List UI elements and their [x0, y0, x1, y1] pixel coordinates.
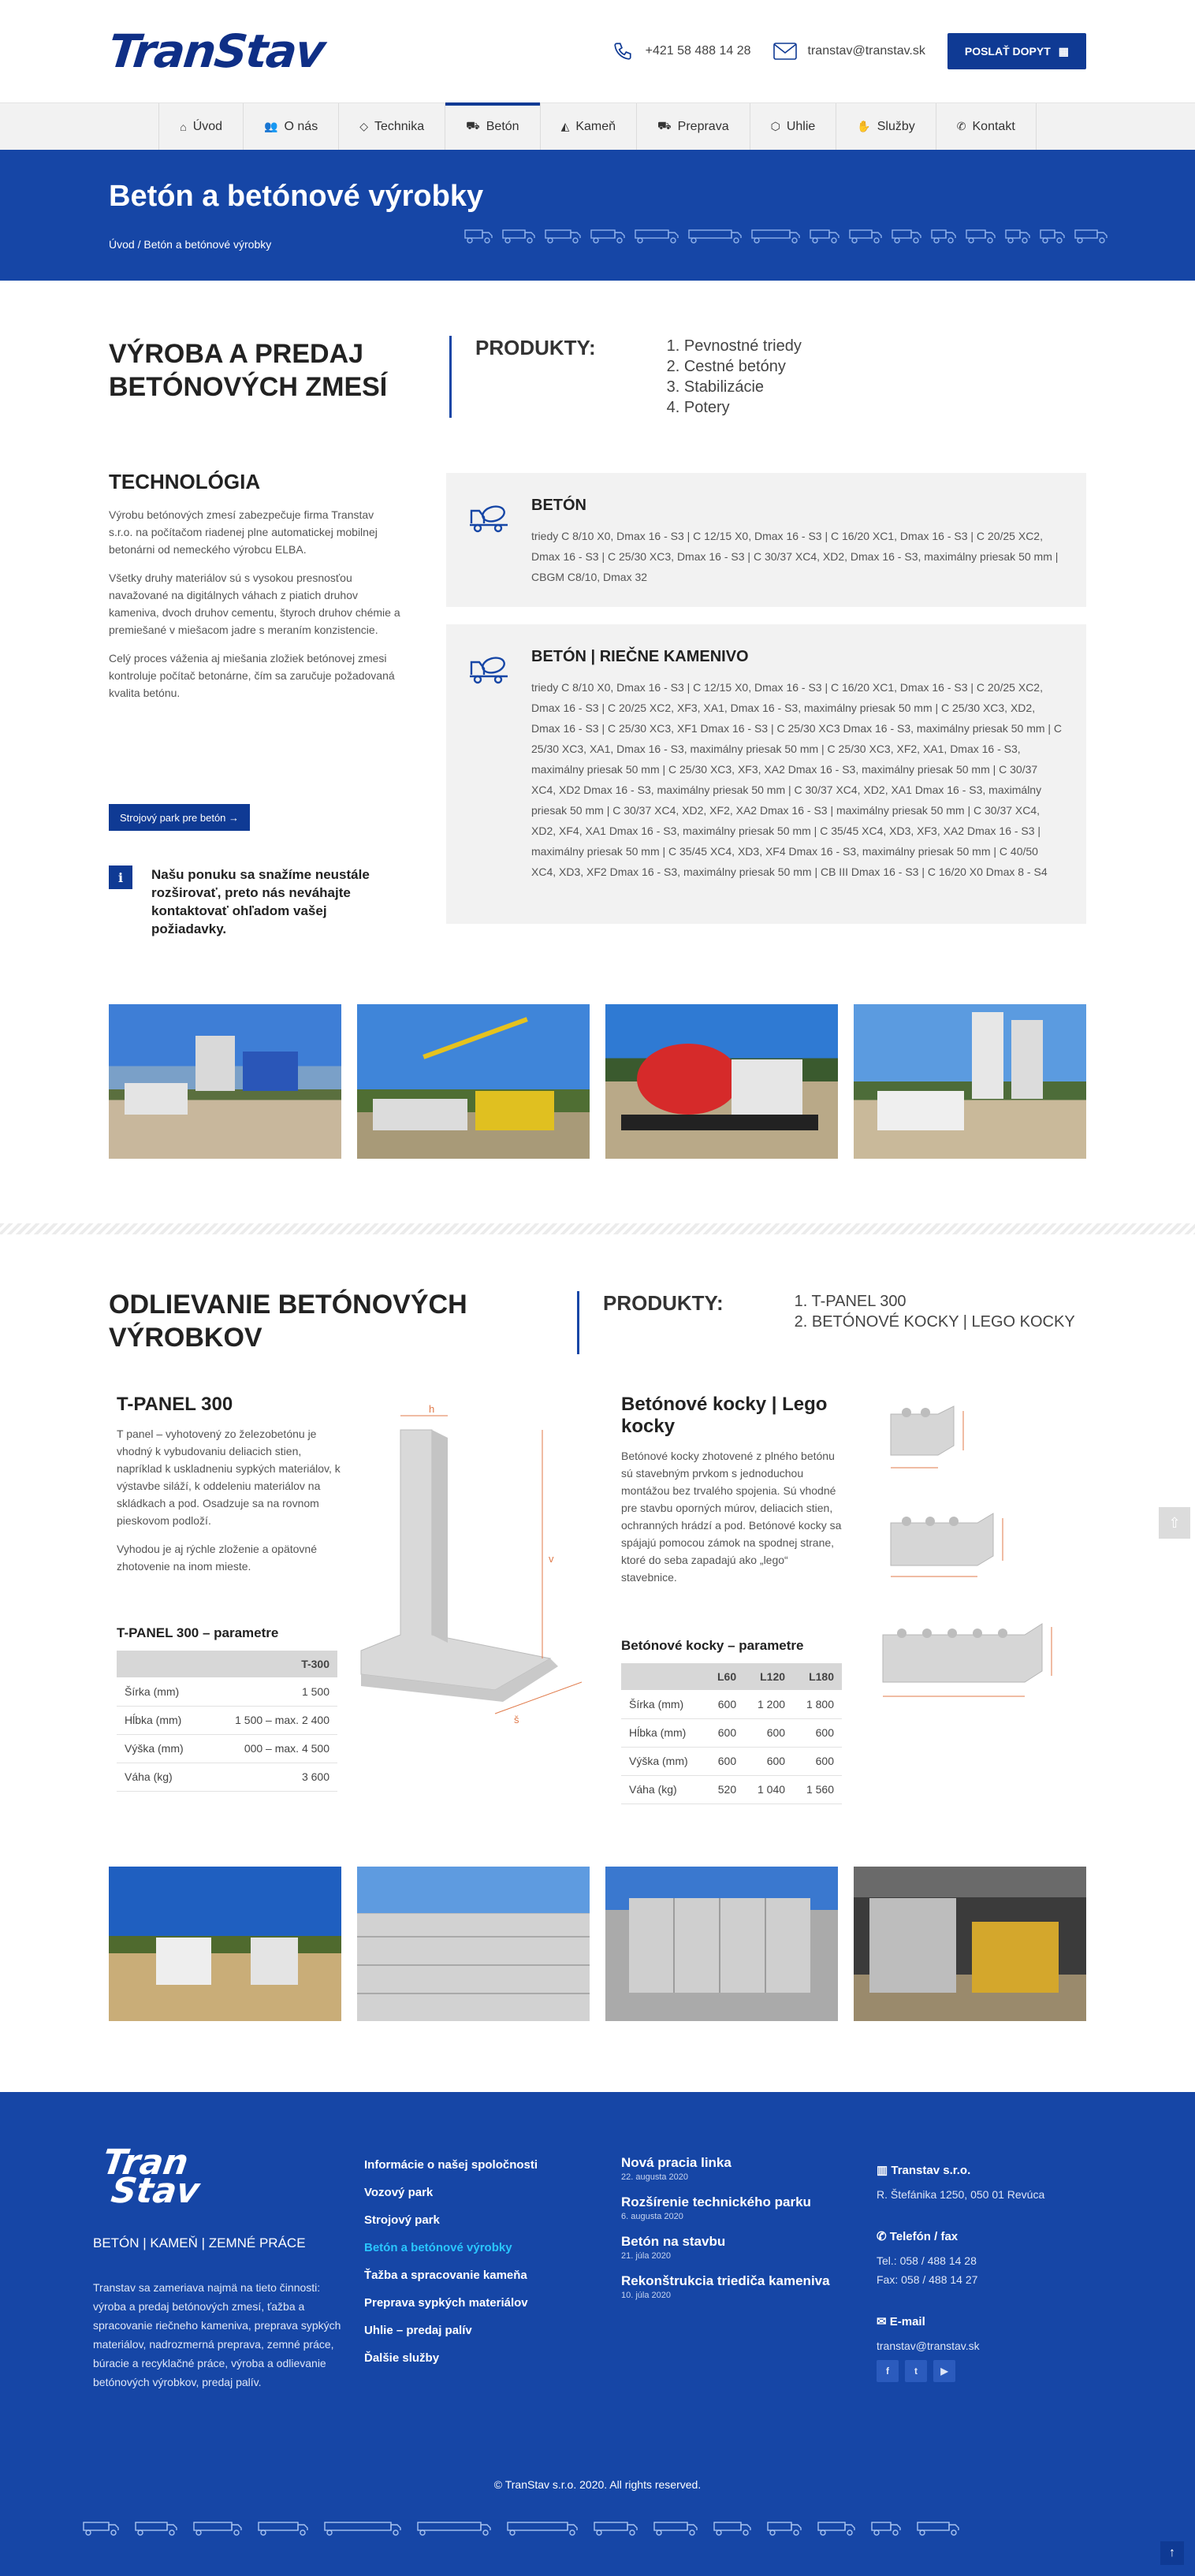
envelope-icon — [773, 39, 797, 63]
calculator-icon: ▦ — [1058, 44, 1069, 58]
truck-icon: ⛟ — [657, 119, 672, 132]
table-cell: Šírka (mm) — [621, 1690, 705, 1718]
table-row — [117, 1734, 337, 1763]
technology-text — [109, 506, 400, 713]
vehicle-icon — [544, 225, 582, 244]
table-row — [117, 1677, 337, 1706]
mixer-truck-icon — [468, 500, 509, 538]
page-hero — [0, 150, 1195, 281]
vehicle-icon — [323, 2518, 402, 2541]
tpanel-title: T-PANEL 300 — [117, 1394, 233, 1415]
technology-paragraph: Celý proces váženia aj miešania zložiek betónovej zmesi kontroluje počítač betonárne, čím sa zaručuje požadovaná kvalita betónu. — [109, 652, 395, 699]
gallery-photo-silos[interactable] — [854, 1004, 1086, 1159]
table-cell: 600 — [793, 1718, 842, 1747]
footer-email-title — [877, 2313, 1081, 2332]
social-links — [877, 2360, 1081, 2382]
vehicle-icon — [593, 2518, 638, 2541]
gallery-photo-pump[interactable] — [357, 1004, 590, 1159]
news-date: 22. augusta 2020 — [621, 2172, 689, 2182]
table-cell: 600 — [705, 1747, 745, 1775]
table-cell: 1 500 — [206, 1677, 337, 1706]
nav-item-3[interactable] — [445, 103, 539, 150]
news-title: Rekonštrukcia triedičа kameniva — [621, 2273, 830, 2288]
gallery-photo-mixer-truck[interactable] — [605, 1004, 838, 1159]
vehicle-icon — [817, 2518, 856, 2541]
vehicle-icons-strip — [463, 225, 1108, 244]
footer-link[interactable]: Betón a betónové výrobky — [364, 2241, 512, 2254]
vehicle-icon — [848, 225, 883, 244]
truck-icon: ⛟ — [466, 119, 480, 132]
footer-tagline: BETÓN | KAMEŇ | ZEMNÉ PRÁCE — [93, 2235, 306, 2250]
product-item[interactable]: 2. Cestné betóny — [666, 358, 786, 375]
nav-item-label: Úvod — [192, 119, 223, 133]
phone-icon: ✆ — [956, 120, 966, 132]
table-cell: Váha (kg) — [621, 1775, 705, 1804]
news-date: 6. augusta 2020 — [621, 2212, 683, 2221]
home-icon: ⌂ — [180, 120, 187, 133]
nav-item-label: Preprava — [677, 119, 729, 133]
blocks-diagram — [875, 1398, 1072, 1733]
phone-icon: ✆ — [877, 2230, 887, 2243]
vehicle-icon — [965, 225, 996, 244]
vehicle-icon — [766, 2518, 802, 2541]
gallery-photo-block-wall[interactable] — [357, 1867, 590, 2021]
blocks-params-title: Betónové kocky – parametre — [621, 1638, 804, 1653]
table-cell: 600 — [744, 1747, 793, 1775]
nav-item-label: Kameň — [575, 119, 616, 133]
section-title-casting: ODLIEVANIE BETÓNOVÝCH VÝROBKOV — [109, 1290, 467, 1353]
products-box-2 — [577, 1291, 1075, 1354]
footer-tel[interactable]: Tel.: 058 / 488 14 28 — [877, 2254, 977, 2267]
technology-paragraph: Všetky druhy materiálov sú s vysokou presnosťou navažované na digitálnych váhach z piatich druhov kameniva, dvoch druhov cementu, štyroch druhov chémie a premiešané v miešacom jadre s meraním konzistencie. — [109, 571, 400, 636]
footer-email[interactable]: transtav@transtav.sk — [877, 2340, 980, 2352]
youtube-icon[interactable]: ▶ — [933, 2360, 955, 2382]
vehicle-icon — [1004, 225, 1031, 244]
footer-news — [621, 2155, 850, 2313]
vehicle-icon — [634, 225, 679, 244]
technology-paragraph: Výrobu betónových zmesí zabezpečuje firma Transtav s.r.o. na počítačom riadenej plne automatickej mobilnej betonárni od nemeckého výrobcu ELBA. — [109, 508, 378, 556]
news-title: Nová pracia linka — [621, 2155, 732, 2170]
building-icon: ▥ — [877, 2164, 888, 2177]
vehicle-icon — [713, 2518, 752, 2541]
table-cell: 1 800 — [793, 1690, 842, 1718]
table-row — [117, 1763, 337, 1791]
header-email[interactable] — [773, 39, 925, 63]
footer-logo-line-1: Tran — [100, 2142, 192, 2183]
products-label: PRODUKTY: — [475, 336, 596, 359]
blocks-title: Betónové kocky | Lego kocky — [621, 1394, 828, 1437]
phone-icon — [611, 39, 635, 63]
card-title: BETÓN | RIEČNE KAMENIVO — [531, 648, 749, 665]
gallery-photo-storage[interactable] — [854, 1867, 1086, 2021]
section-title-production: VÝROBA A PREDAJ BETÓNOVÝCH ZMESÍ — [109, 339, 388, 402]
table-cell: 600 — [705, 1690, 745, 1718]
news-item[interactable] — [621, 2273, 850, 2300]
table-row — [621, 1747, 842, 1775]
table-cell: Výška (mm) — [621, 1747, 705, 1775]
vehicle-icon — [590, 225, 626, 244]
nav-item-label: Betón — [486, 119, 519, 133]
products-label: PRODUKTY: — [603, 1291, 724, 1315]
coal-icon: ⬡ — [770, 120, 780, 132]
vehicle-icon — [653, 2518, 698, 2541]
table-cell: 3 600 — [206, 1763, 337, 1791]
footer-vehicle-strip — [82, 2518, 960, 2541]
nav-item-label: Služby — [877, 119, 915, 133]
dim-label-v: v — [549, 1553, 554, 1565]
products-list — [795, 1291, 1075, 1354]
news-title: Rozšírenie technického parku — [621, 2194, 811, 2209]
news-item[interactable] — [621, 2155, 850, 2182]
facebook-icon[interactable]: f — [877, 2360, 899, 2382]
mixer-truck-icon — [468, 651, 509, 690]
table-cell: Šírka (mm) — [117, 1677, 206, 1706]
vehicle-icon — [506, 2518, 579, 2541]
envelope-icon: ✉ — [877, 2315, 887, 2328]
vehicle-icon — [750, 225, 801, 244]
nav-item-7[interactable] — [836, 103, 935, 150]
footer-link[interactable]: Vozový park — [364, 2186, 434, 2199]
footer-logo-line-2: Stav — [108, 2171, 203, 2211]
nav-item-label: Technika — [374, 119, 425, 133]
table-header: T-300 — [206, 1651, 337, 1677]
blocks-params-table — [621, 1663, 842, 1804]
nav-item-2[interactable] — [338, 103, 445, 150]
vehicle-icon — [916, 2518, 960, 2541]
table-row — [621, 1775, 842, 1804]
vehicle-icon — [82, 2518, 120, 2541]
news-date: 21. júla 2020 — [621, 2251, 671, 2261]
footer-link[interactable]: Uhlie – predaj palív — [364, 2324, 472, 2337]
scroll-top-button[interactable]: ↑ — [1160, 2541, 1184, 2565]
table-cell: 1 500 – max. 2 400 — [206, 1706, 337, 1734]
site-logo[interactable]: TranStav — [106, 24, 327, 78]
nav-item-5[interactable] — [636, 103, 750, 150]
nav-item-0[interactable] — [158, 103, 243, 150]
concrete-gallery — [109, 1004, 1086, 1159]
concrete-production-section — [0, 281, 1195, 1006]
vehicle-icon — [501, 225, 536, 244]
table-header — [621, 1663, 705, 1690]
card-title: BETÓN — [531, 497, 586, 514]
table-row — [621, 1718, 842, 1747]
footer-logo[interactable] — [97, 2142, 205, 2211]
table-cell: 1 200 — [744, 1690, 793, 1718]
gem-icon: ◇ — [359, 120, 368, 132]
vehicle-icon — [192, 2518, 243, 2541]
vehicle-icon — [416, 2518, 492, 2541]
table-cell: Hĺbka (mm) — [117, 1706, 206, 1734]
vehicle-icon — [870, 2518, 902, 2541]
hand-icon: ✋ — [857, 120, 871, 132]
phone-title-text: Telefón / fax — [889, 2230, 959, 2243]
nav-item-8[interactable] — [936, 103, 1037, 150]
news-date: 10. júla 2020 — [621, 2291, 671, 2300]
nav-item-label: Kontakt — [972, 119, 1015, 133]
technology-heading: TECHNOLÓGIA — [109, 470, 261, 493]
product-card-beton — [446, 473, 1086, 607]
card-text: triedy C 8/10 X0, Dmax 16 - S3 | C 12/15 X0, Dmax 16 - S3 | C 16/20 XC1, Dmax 16 - S3 | C 20/25 XC2, Dmax 16 - S3 | C 25/30 XC3, Dmax 16 - S3 | C 30/37 XC4, XD2, Dmax 16 - S3, maximálny priesak 50 mm | CBGM C8/10, Dmax 32 — [531, 530, 1059, 583]
nav-item-4[interactable] — [540, 103, 636, 150]
products-box — [449, 336, 802, 418]
footer-link[interactable]: Informácie o našej spoločnosti — [364, 2158, 538, 2172]
table-cell: 520 — [705, 1775, 745, 1804]
table-row — [117, 1706, 337, 1734]
table-cell: 1 560 — [793, 1775, 842, 1804]
users-icon: 👥 — [264, 120, 278, 132]
tpanel-desc-2: Vyhodou je aj rýchle zloženie a opätovné zhotovenie na inom mieste. — [117, 1543, 317, 1573]
twitter-icon[interactable]: t — [905, 2360, 927, 2382]
vehicle-icon — [687, 225, 743, 244]
footer-link[interactable]: Ďalšie služby — [364, 2351, 440, 2365]
news-item[interactable] — [621, 2194, 850, 2221]
table-cell: 1 040 — [744, 1775, 793, 1804]
info-note-text: Našu ponuku sa snažíme neustále rozširovať, preto nás neváhajte kontaktovať ohľadom vašej požiadavky. — [151, 867, 370, 936]
footer-link[interactable]: Strojový park — [364, 2213, 440, 2227]
vehicle-icon — [257, 2518, 309, 2541]
table-header: L60 — [705, 1663, 745, 1690]
table-header: L180 — [793, 1663, 842, 1690]
nav-item-1[interactable] — [243, 103, 338, 150]
table-cell: 600 — [793, 1747, 842, 1775]
table-header: L120 — [744, 1663, 793, 1690]
tpanel-params-table — [117, 1651, 337, 1792]
footer-phone-title — [877, 2228, 1081, 2247]
tpanel-params-title: T-PANEL 300 – parametre — [117, 1625, 279, 1640]
blocks-desc: Betónové kocky zhotovené z plného betónu sú stavebným prvkom s jednoduchou montážou bez trvalého spojenia. Sú vhodné pre stavbu oporných múrov, deliacich stien, ochranných hrádzí a pod. Betónové kocky sa spájajú pomocou zámok na spodnej strane, ktoré do seba zapadajú ako „lego“ stavebnice. — [621, 1450, 842, 1584]
gallery-photo-plant[interactable] — [109, 1004, 341, 1159]
vehicle-icon — [809, 225, 840, 244]
product-item[interactable]: 3. Stabilizácie — [666, 378, 765, 396]
email-title-text: E-mail — [889, 2315, 925, 2328]
breadcrumb[interactable]: Úvod / Betón a betónové výrobky — [109, 238, 272, 251]
dim-label-h: h — [429, 1403, 435, 1415]
product-item[interactable]: 1. T-PANEL 300 — [794, 1293, 906, 1310]
products-gallery — [109, 1867, 1086, 2021]
table-cell: Váha (kg) — [117, 1763, 206, 1791]
vehicle-icon — [1074, 225, 1108, 244]
footer-contact — [877, 2161, 1081, 2406]
table-cell: Hĺbka (mm) — [621, 1718, 705, 1747]
tpanel-desc — [117, 1425, 341, 1575]
header-email-text: transtav@transtav.sk — [807, 44, 925, 58]
vehicle-icon — [1039, 225, 1066, 244]
company-title-text: Transtav s.r.o. — [891, 2164, 971, 2177]
send-inquiry-button[interactable] — [947, 33, 1086, 69]
header-contacts — [611, 33, 1086, 69]
stone-icon: ◭ — [560, 120, 570, 132]
card-text: triedy C 8/10 X0, Dmax 16 - S3 | C 12/15 X0, Dmax 16 - S3 | C 16/20 XC1, Dmax 16 - S3 | C 20/25 XC2, Dmax 16 - S3 | C 20/25 XC2, XF3, XA1, Dmax 16 - S3, maximálny priesak 50 mm | C 25/30 XC3, XD2, Dmax 16 - S3 | C 25/30 XC3, XF1 Dmax 16 - S3 | C 25/30 XC3 Dmax 16 - S3, maximálny priesak 50 mm | C 25/30 XC3, XA1, Dmax 16 - S3, maximálny priesak 50 mm | C 25/30 XC3, XF2, XA1, Dmax 16 - S3, maximálny priesak 50 mm | C 25/30 XC3, XF3, XA2 Dmax 16 - S3, maximálny priesak 50 mm | C 30/37 XC4, XD2 Dmax 16 - S3, maximálny priesak 50 mm | C 30/37 XC4, XD2, XA1 Dmax 16 - S3, maximálny priesak 50 mm | C 30/37 XC4, XD2, XF2, XA2 Dmax 16 - S3 | maximálny priesak 50 mm | C 30/37 XC4, XD2, XF4, XA1 Dmax 16 - S3, maximálny priesak 50 mm | C 35/45 XC4, XD3, XF3, XA2 Dmax 16 - S3 | maximálny priesak 50 mm | C 35/45 XC4, XD3, XF4 Dmax 16 - S3, maximálny priesak 50 mm | C 40/50 XC4, XD3, XF2 Dmax 16 - S3, maximálny priesak 50 mm | CB III Dmax 16 - S3 | C 16/20 X0 Dmax 8 - S4 — [531, 681, 1063, 878]
header-phone-text: +421 58 488 14 28 — [645, 44, 751, 58]
vehicle-icon — [463, 225, 493, 244]
copyright: © TranStav s.r.o. 2020. All rights reserved. — [493, 2478, 702, 2491]
info-note — [109, 865, 393, 938]
nav-item-label: O nás — [284, 119, 318, 133]
site-header — [0, 0, 1195, 102]
tpanel-diagram — [353, 1398, 582, 1733]
section-divider — [0, 1223, 1195, 1234]
info-icon: i — [109, 865, 132, 889]
footer-company-title — [877, 2161, 1081, 2180]
footer-about: Transtav sa zameriava najmä na tieto činnosti: výroba a predaj betónových zmesí, ťažba a spracovanie riečneho kameniva, preprava sypkých materiálov, nadrozmerná preprava, zemné práce, búracie a recyklačné práce, výroba a odlievanie betónových výrobkov, predaj palív. — [93, 2281, 341, 2388]
footer-fax: Fax: 058 / 488 14 27 — [877, 2273, 978, 2286]
tpanel-desc-1: T panel – vyhotovený zo železobetónu je vhodný k vybudovaniu deliacich stien, napríklad k uskladneniu sypkých materiálov, k výstavbe siláží, k oddeleniu materiálov na skládkach a pod. Osadzuje sa na rovnom pieskovom podloží. — [117, 1428, 341, 1527]
page-title: Betón a betónové výrobky — [109, 180, 484, 213]
table-cell: Výška (mm) — [117, 1734, 206, 1763]
products-list — [667, 336, 802, 418]
gallery-photo-tpanels[interactable] — [109, 1867, 341, 2021]
news-item[interactable] — [621, 2234, 850, 2261]
table-cell: 600 — [744, 1718, 793, 1747]
table-cell: 000 – max. 4 500 — [206, 1734, 337, 1763]
header-phone[interactable] — [611, 39, 751, 63]
footer-links — [364, 2158, 538, 2379]
product-item[interactable]: 2. BETÓNOVÉ KOCKY | LEGO KOCKY — [794, 1313, 1075, 1331]
dim-label-s: š — [514, 1714, 519, 1725]
send-inquiry-label: POSLAŤ DOPYT — [964, 45, 1051, 58]
footer-address: R. Štefánika 1250, 050 01 Revúca — [877, 2188, 1045, 2201]
vehicle-icon — [891, 225, 922, 244]
nav-item-label: Uhlie — [786, 119, 816, 133]
gallery-photo-block-stack[interactable] — [605, 1867, 838, 2021]
vehicle-icon — [134, 2518, 178, 2541]
site-footer — [0, 2092, 1195, 2576]
table-cell: 600 — [705, 1718, 745, 1747]
vehicle-icon — [930, 225, 957, 244]
product-item[interactable]: 1. Pevnostné triedy — [666, 337, 802, 355]
table-row — [621, 1690, 842, 1718]
footer-link[interactable]: Preprava sypkých materiálov — [364, 2296, 528, 2310]
table-header — [117, 1651, 206, 1677]
nav-item-6[interactable] — [750, 103, 836, 150]
machine-park-button[interactable]: Strojový park pre betón → — [109, 804, 250, 831]
side-scroll-button[interactable]: ⇧ — [1159, 1507, 1190, 1539]
news-title: Betón na stavbu — [621, 2234, 726, 2249]
footer-link[interactable]: Ťažba a spracovanie kameňa — [364, 2269, 527, 2282]
main-nav — [0, 102, 1195, 150]
product-card-river-gravel — [446, 624, 1086, 924]
product-item[interactable]: 4. Potery — [666, 399, 730, 416]
